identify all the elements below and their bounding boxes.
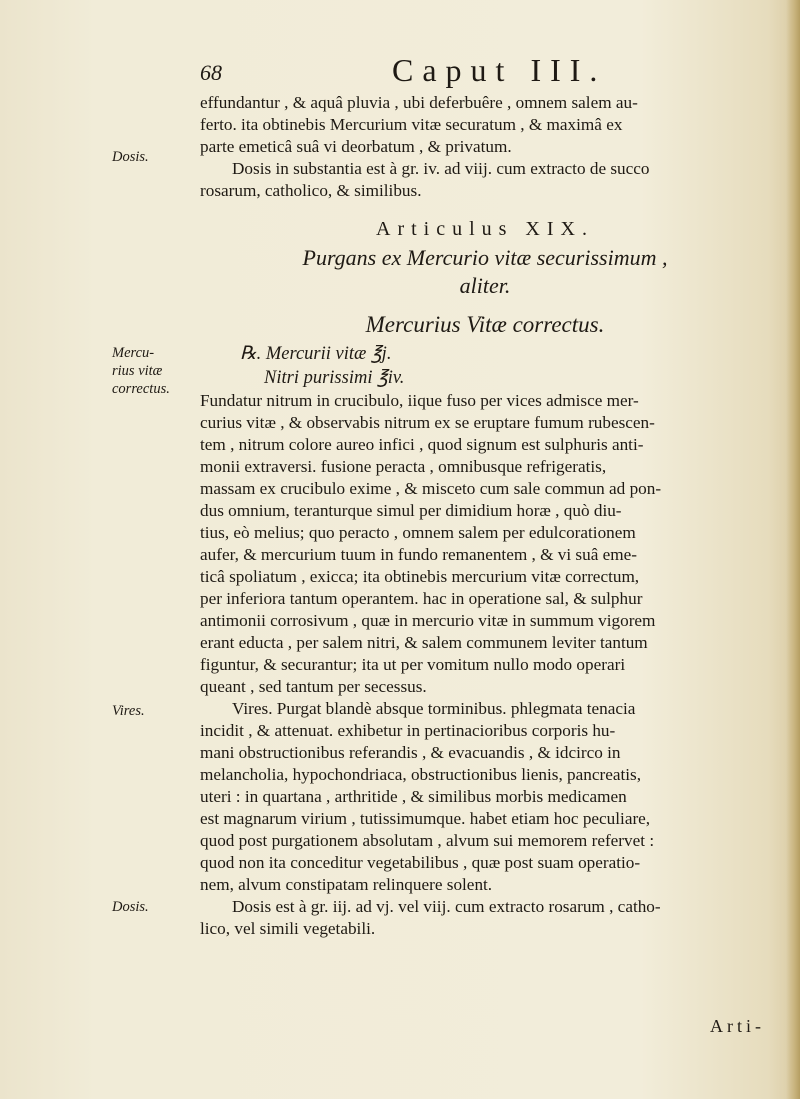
text-line: Dosis in substantia est à gr. iv. ad viij. cum extracto de succo	[232, 159, 650, 178]
article-title: Purgans ex Mercurio vitæ securissimum ,	[302, 245, 668, 270]
margin-note-line: Mercu-	[112, 345, 155, 361]
text-line: erant educta , per salem nitri, & salem communem leviter tantum	[200, 633, 648, 652]
text-line: rosarum, catholico, & similibus.	[200, 181, 422, 200]
page-number: 68	[200, 60, 222, 85]
text-line: dus omnium, teranturque simul per dimidium horæ , quò diu-	[200, 501, 622, 520]
text-line: Vires. Purgat blandè absque torminibus. phlegmata tenacia	[232, 699, 636, 718]
recipe-heading: Mercurius Vitæ correctus.	[365, 312, 605, 337]
text-line: quod post purgationem absolutam , alvum sui memorem refervet :	[200, 831, 655, 850]
article-heading: Articulus XIX.	[376, 218, 594, 240]
text-line: est magnarum virium , tutissimumque. habet etiam hoc peculiare,	[200, 809, 651, 828]
text-line: Fundatur nitrum in crucibulo, iique fuso per vices admisce mer-	[200, 391, 639, 410]
text-line: uteri : in quartana , arthritide , & similibus morbis medicamen	[200, 787, 627, 806]
text-line: lico, vel simili vegetabili.	[200, 919, 376, 938]
text-line: curius vitæ , & observabis nitrum ex se eruptare fumum rubescen-	[200, 413, 655, 432]
text-line: tem , nitrum colore aureo infici , quod signum est sulphuris anti-	[200, 435, 644, 454]
margin-note-vires: Vires.	[112, 703, 145, 719]
text-line: figuntur, & securantur; ita ut per vomitum nullo modo operari	[200, 655, 626, 674]
margin-note-dosis: Dosis.	[112, 149, 149, 165]
text-line: parte emeticâ suâ vi deorbatum , & privatum.	[200, 137, 512, 156]
text-line: per inferiora tantum operantem. hac in operatione sal, & sulphur	[200, 589, 643, 608]
text-line: mani obstructionibus referandis , & evacuandis , & idcirco in	[200, 743, 621, 762]
recipe-line: Nitri purissimi ℥iv.	[264, 368, 405, 388]
text-line: tius, eò melius; quo peracto , omnem salem per edulcorationem	[200, 523, 636, 542]
text-line: melancholia, hypochondriaca, obstructionibus lienis, pancreatis,	[200, 765, 642, 784]
text-line: queant , sed tantum per secessus.	[200, 677, 427, 696]
chapter-title: Caput III.	[392, 52, 607, 88]
margin-note-line: rius vitæ	[112, 363, 163, 379]
text-line: monii extraversi. fusione peracta , omnibusque refrigeratis,	[200, 457, 607, 476]
running-header	[200, 52, 760, 92]
text-line: quod non ita conceditur vegetabilibus , quæ post suam operatio-	[200, 853, 641, 872]
text-line: aufer, & mercurium tuum in fundo remanentem , & vi suâ eme-	[200, 545, 637, 564]
text-line: massam ex crucibulo exime , & misceto cum sale commun ad pon-	[200, 479, 662, 498]
text-line: effundantur , & aquâ pluvia , ubi deferbuêre , omnem salem au-	[200, 93, 638, 112]
page-body	[200, 92, 770, 940]
page-edge-shadow	[786, 0, 800, 1099]
text-line: Dosis est à gr. iij. ad vj. vel viij. cum extracto rosarum , catho-	[232, 897, 661, 916]
text-line: incidit , & attenuat. exhibetur in pertinacioribus corporis hu-	[200, 721, 616, 740]
article-title-continued: aliter.	[459, 273, 511, 298]
text-line: ferto. ita obtinebis Mercurium vitæ securatum , & maximâ ex	[200, 115, 623, 134]
text-line: antimonii corrosivum , quæ in mercurio vitæ in summum vigorem	[200, 611, 656, 630]
catchword: Arti-	[710, 1016, 765, 1036]
margin-note-line: correctus.	[112, 381, 170, 397]
text-line: ticâ spoliatum , exicca; ita obtinebis mercurium vitæ correctum,	[200, 567, 640, 586]
margin-note-mercurius	[112, 344, 170, 398]
recipe-line: ℞. Mercurii vitæ ℥j.	[240, 344, 392, 364]
text-line: nem, alvum constipatam relinquere solent.	[200, 875, 493, 894]
margin-note-dosis-2: Dosis.	[112, 899, 149, 915]
